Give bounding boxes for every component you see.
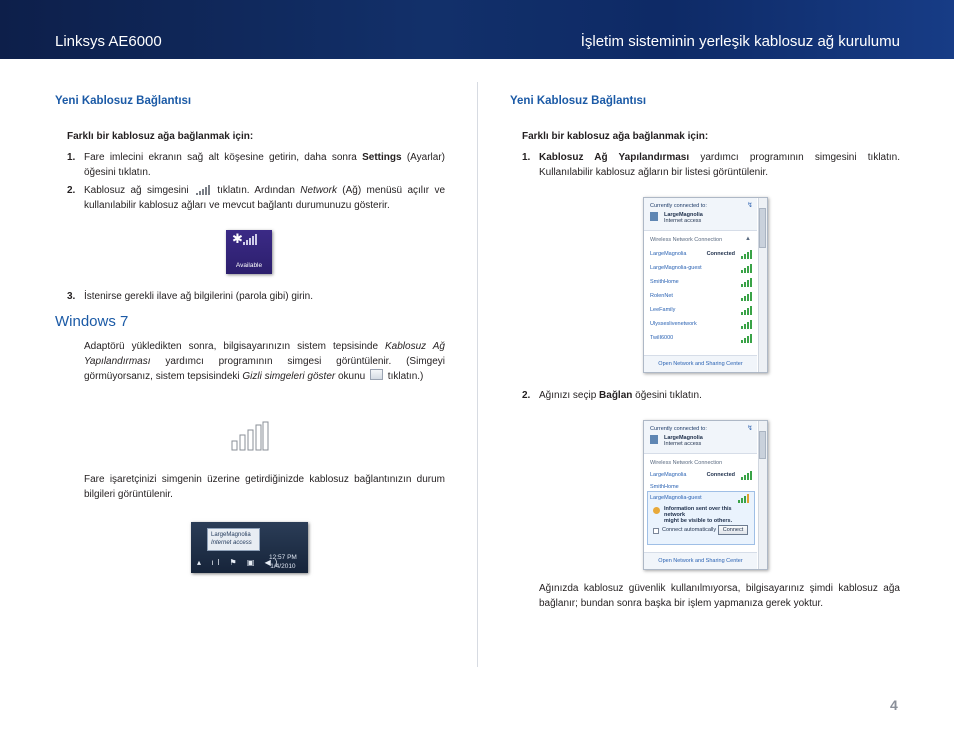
connect-automatically-label: Connect automatically <box>662 527 717 533</box>
windows7-heading: Windows 7 <box>55 313 129 330</box>
left-step-2 <box>67 183 446 213</box>
page-header <box>0 0 954 59</box>
network-row[interactable] <box>650 276 753 290</box>
wireless-connection-group[interactable]: Wireless Network Connection <box>650 237 723 243</box>
warning-line: might be visible to others. <box>664 518 733 524</box>
step-number: 1. <box>67 152 76 163</box>
tray-time: 12:57 PM <box>269 554 297 561</box>
tooltip-status: Internet access <box>211 540 252 546</box>
tray-icons: ▴ ıl ⚑ ▣ ◀) <box>197 558 282 567</box>
step-text: Fare imlecini ekranın sağ alt köşesine getirin, daha sonra <box>84 152 363 163</box>
wireless-networks-popup <box>643 197 768 373</box>
network-available-tile <box>226 230 272 274</box>
network-row[interactable] <box>650 318 753 332</box>
step-text: Kablosuz ağ simgesini <box>84 185 194 196</box>
selected-network-panel[interactable] <box>647 491 755 545</box>
signal-strength-icon <box>741 471 753 480</box>
selected-network-name: LargeMagnolia-guest <box>650 495 702 501</box>
refresh-icon[interactable]: ↯ <box>747 202 753 209</box>
step-number: 3. <box>67 291 76 302</box>
show-hidden-icons-arrow-icon <box>370 369 383 380</box>
wireless-connection-group[interactable]: Wireless Network Connection <box>650 460 723 466</box>
step-text: yardımcı programının simgesini tıklatın. Kullanılabilir kablosuz ağların bir listesi görüntülenir. <box>539 152 900 178</box>
right-step-1 <box>522 150 900 180</box>
signal-strength-icon <box>741 250 753 259</box>
network-sharing-center-link[interactable]: Open Network and Sharing Center <box>644 552 757 569</box>
step-number: 1. <box>522 152 531 163</box>
page-number: 4 <box>890 697 898 713</box>
wireless-config-tray-icon <box>231 421 269 451</box>
signal-strength-icon <box>741 292 753 301</box>
network-name: Ulysseslivenetwork <box>650 321 697 327</box>
left-lead: Farklı bir kablosuz ağa bağlanmak için: <box>67 131 254 142</box>
popup-scrollbar[interactable] <box>758 198 767 372</box>
step-text: (Ağ) menüsü açılır ve kullanılabilir kablosuz ağları ve mevcut bağlantı durumunuzu gösterir. <box>84 185 446 211</box>
para-italic: Kablosuz Ağ Yapılandırması <box>84 341 445 367</box>
network-row[interactable] <box>650 304 753 318</box>
para-text: okunu <box>335 371 369 382</box>
current-network-status: Internet access <box>664 441 702 447</box>
signal-strength-icon <box>741 306 753 315</box>
network-name: SmithHome <box>650 279 679 285</box>
step-text: İstenirse gerekli ilave ağ bilgilerini (parola gibi) girin. <box>84 291 313 302</box>
network-name: LargeMagnolia-guest <box>650 265 702 271</box>
tray-date: 1/4/2010 <box>270 563 296 570</box>
collapse-arrow-icon[interactable]: ▲ <box>745 236 751 242</box>
hover-paragraph: Fare işaretçinizi simgenin üzerine getirdiğinizde kablosuz bağlantınızın durum bilgileri görüntülenir. <box>84 474 445 500</box>
right-step-2 <box>522 388 900 403</box>
tile-label: Available <box>235 262 263 269</box>
current-network-name: LargeMagnolia <box>664 212 703 218</box>
security-warning <box>664 506 754 524</box>
left-section-title: Yeni Kablosuz Bağlantısı <box>55 95 192 107</box>
tray-tooltip <box>207 528 260 551</box>
windows7-paragraph <box>84 339 445 384</box>
step-bold: Kablosuz Ağ Yapılandırması <box>539 152 690 163</box>
current-network-status: Internet access <box>664 218 702 224</box>
signal-strength-icon <box>741 334 753 343</box>
para-text: tıklatın.) <box>385 371 424 382</box>
network-name: LeeFamily <box>650 307 676 313</box>
tray-clock <box>269 553 297 571</box>
network-name: RolenNet <box>650 293 673 299</box>
network-name: TwilI6000 <box>650 335 674 341</box>
para-text: Adaptörü yükledikten sonra, bilgisayarınızın sistem tepsisinde <box>84 341 385 352</box>
step-text: tıklatın. Ardından <box>211 185 301 196</box>
signal-bars-icon <box>243 234 259 245</box>
system-tray-screenshot <box>191 522 308 573</box>
network-row[interactable] <box>650 262 753 276</box>
network-status: Connected <box>706 472 735 478</box>
network-row[interactable] <box>650 332 753 346</box>
signal-strength-icon <box>741 320 753 329</box>
refresh-icon[interactable]: ↯ <box>747 425 753 432</box>
right-section-title: Yeni Kablosuz Bağlantısı <box>510 95 647 107</box>
step-number: 2. <box>67 185 76 196</box>
scrollbar-thumb[interactable] <box>759 208 766 248</box>
popup-scrollbar[interactable] <box>758 421 767 569</box>
signal-strength-icon <box>741 278 753 287</box>
left-step-1 <box>67 150 445 180</box>
network-name: SmithHome <box>650 484 679 490</box>
wifi-star-icon: ✱ <box>232 232 243 245</box>
network-sharing-center-link[interactable]: Open Network and Sharing Center <box>644 355 757 372</box>
signal-strength-icon <box>741 264 753 273</box>
step-italic: Network <box>300 185 337 196</box>
step-text: (Ayarlar) öğesini tıklatın. <box>84 152 445 178</box>
step-bold: Bağlan <box>599 390 633 401</box>
wireless-signal-icon <box>196 185 210 195</box>
network-status: Connected <box>706 251 735 257</box>
network-row[interactable] <box>650 290 753 304</box>
warning-icon <box>653 507 660 514</box>
scrollbar-thumb[interactable] <box>759 431 766 459</box>
tooltip-network-name: LargeMagnolia <box>211 532 251 538</box>
network-icon <box>650 212 658 221</box>
right-final-paragraph: Ağınızda kablosuz güvenlik kullanılmıyorsa, bilgisayarınız şimdi kablosuz ağa bağlanır; bundan sonra başka bir işlem yapmanıza gerek yoktur. <box>539 583 900 609</box>
right-lead: Farklı bir kablosuz ağa bağlanmak için: <box>522 131 709 142</box>
current-network-name: LargeMagnolia <box>664 435 703 441</box>
network-icon <box>650 435 658 444</box>
step-bold: Settings <box>362 152 402 163</box>
network-row[interactable] <box>650 248 753 262</box>
para-italic: Gizli simgeleri göster <box>242 371 336 382</box>
connect-button[interactable]: Connect <box>718 525 748 535</box>
chapter-title: İşletim sisteminin yerleşik kablosuz ağ kurulumu <box>580 33 900 50</box>
product-name: Linksys AE6000 <box>55 33 162 50</box>
currently-connected-label: Currently connected to: <box>650 426 707 432</box>
network-name: LargeMagnolia <box>650 251 687 257</box>
para-text: yardımcı programının simgesi görüntülenir. (Simgeyi görmüyorsanız, sistem tepsisindeki <box>84 356 445 382</box>
step-text: öğesini tıklatın. <box>632 390 702 401</box>
column-divider <box>477 82 478 667</box>
connect-network-popup <box>643 420 768 570</box>
left-step-3 <box>67 289 445 304</box>
network-name: LargeMagnolia <box>650 472 687 478</box>
signal-strength-icon <box>738 494 750 503</box>
warning-line: Information sent over this network <box>664 506 732 518</box>
step-text: Ağınızı seçip <box>539 390 600 401</box>
step-number: 2. <box>522 390 531 401</box>
currently-connected-label: Currently connected to: <box>650 203 707 209</box>
connect-automatically-checkbox[interactable] <box>653 528 659 534</box>
